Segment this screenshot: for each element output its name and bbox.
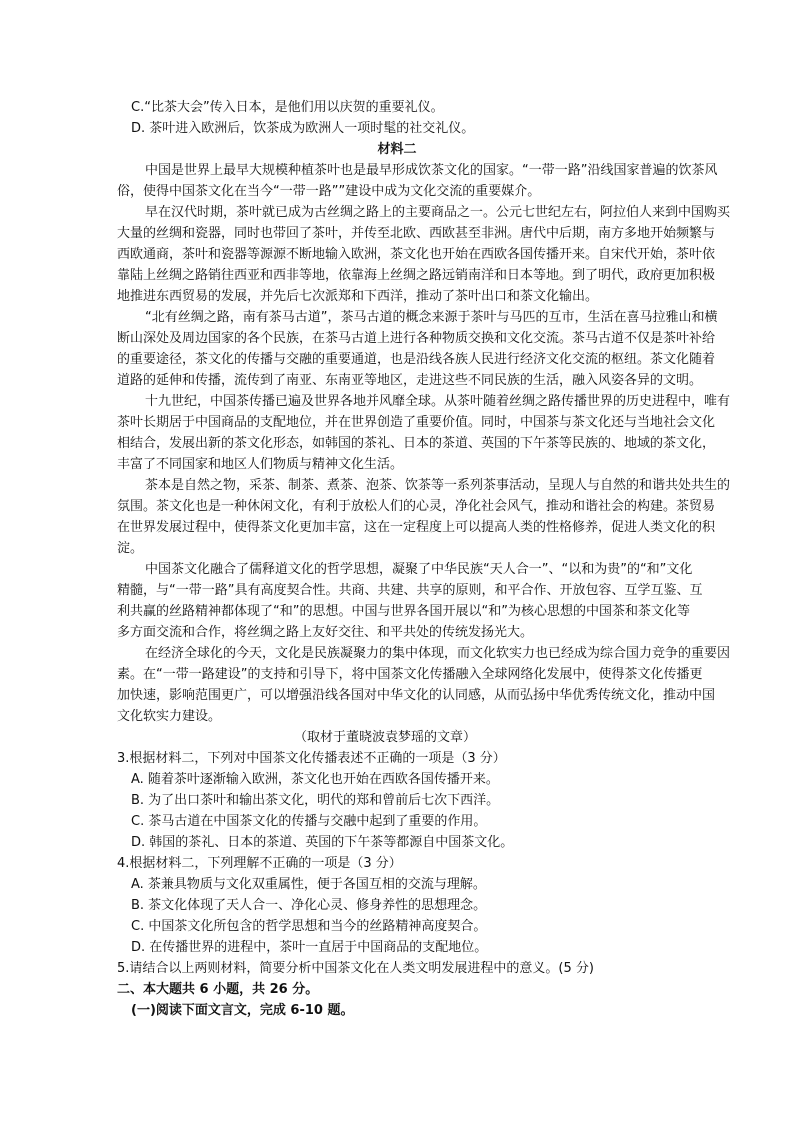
question-4-option-a: A. 茶兼具物质与文化双重属性，便于各国互相的交流与理解。: [131, 877, 486, 892]
paragraph-line: 靠陆上丝绸之路销往西亚和西非等地，依靠海上丝绸之路远销南洋和日本等地。到了明代，政府更加积极: [117, 268, 716, 283]
paragraph-line: 文化软实力建设。: [117, 709, 222, 724]
paragraph-line: 地推进东西贸易的发展，并先后七次派郑和下西洋，推动了茶叶出口和茶文化输出。: [117, 289, 599, 304]
paragraph-line: 氛围。茶文化也是一种休闲文化，有利于放松人们的心灵，净化社会风气，推动和谐社会的构建。茶贸易: [117, 499, 716, 514]
paragraph-line: 茶叶长期居于中国商品的支配地位，并在世界创造了重要价值。同时，中国茶与茶文化还与当地社会文化: [117, 415, 716, 430]
paragraph-line: “北有丝绸之路，南有茶马古道”，茶马古道的概念来源于茶叶与马匹的互市，生活在喜马拉雅山和横: [145, 310, 718, 325]
paragraph-line: 茶本是自然之物，采茶、制茶、煮茶、泡茶、饮茶等一系列茶事活动，呈现人与自然的和谐共处共生的: [145, 478, 731, 493]
paragraph-line: 在世界发展过程中，使得茶文化更加丰富，这在一定程度上可以提高人类的性格修养，促进人类文化的积: [117, 520, 716, 535]
question-4-option-b: B. 茶文化体现了天人合一、净化心灵、修身养性的思想理念。: [131, 898, 487, 913]
source-note: （取材于董晓波袁梦瑶的文章）: [293, 730, 476, 745]
paragraph-line: 加快速，影响范围更广，可以增强沿线各国对中华文化的认同感，从而弘扬中华优秀传统文化，推动中国: [117, 688, 716, 703]
paragraph-line: 丰富了不同国家和地区人们物质与精神文化生活。: [117, 457, 404, 472]
paragraph-line: 十九世纪，中国茶传播已遍及世界各地并风靡全球。从茶叶随着丝绸之路传播世界的历史进程中，唯有: [145, 394, 731, 409]
question-5-stem: 5.请结合以上两则材料，简要分析中国茶文化在人类文明发展进程中的意义。(5 分): [117, 961, 594, 976]
paragraph-line: 断山深处及周边国家的各个民族，在茶马古道上进行各种物质交换和文化交流。茶马古道不仅是茶叶补给: [117, 331, 716, 346]
paragraph-line: 淀。: [117, 541, 144, 556]
section-2-title: 二、本大题共 6 小题，共 26 分。: [117, 982, 319, 997]
question-4-option-d: D. 在传播世界的进程中，茶叶一直居于中国商品的支配地位。: [131, 940, 488, 955]
paragraph-line: 俗，使得中国茶文化在当今“一带一路””建设中成为文化交流的重要媒介。: [117, 184, 541, 199]
paragraph-line: 早在汉代时期，茶叶就已成为古丝绸之路上的主要商品之一。公元七世纪左右，阿拉伯人来到中国购买: [145, 205, 731, 220]
question-3-option-c: C. 茶马古道在中国茶文化的传播与交融中起到了重要的作用。: [131, 814, 487, 829]
paragraph-line: 精髓，与“一带一路”具有高度契合性。共商、共建、共享的原则，和平合作、开放包容、互学互鉴、互: [117, 583, 703, 598]
question-3-stem: 3.根据材料二，下列对中国茶文化传播表述不正确的一项是（3 分）: [117, 751, 506, 766]
paragraph-line: 的重要途径，茶文化的传播与交融的重要通道，也是沿线各族人民进行经济文化交流的枢纽。茶文化随着: [117, 352, 716, 367]
paragraph-line: 相结合，发展出新的茶文化形态，如韩国的茶礼、日本的茶道、英国的下午茶等民族的、地域的茶文化，: [117, 436, 716, 451]
section-2-subtitle: (一)阅读下面文言文，完成 6-10 题。: [131, 1003, 354, 1018]
option-d-prev: D. 茶叶进入欧洲后，饮茶成为欧洲人一项时髦的社交礼仪。: [131, 121, 475, 136]
question-3-option-a: A. 随着茶叶逐渐输入欧洲，茶文化也开始在西欧各国传播开来。: [131, 772, 499, 787]
paragraph-line: 大量的丝绸和瓷器，同时也带回了茶叶，并传至北欧、西欧甚至非洲。唐代中后期，南方多地开始频繁与: [117, 226, 716, 241]
question-3-option-b: B. 为了出口茶叶和输出茶文化，明代的郑和曾前后七次下西洋。: [131, 793, 500, 808]
paragraph-line: 多方面交流和合作，将丝绸之路上友好交往、和平共处的传统发扬光大。: [117, 625, 534, 640]
option-c-prev: C.“比茶大会”传入日本，是他们用以庆贺的重要礼仪。: [131, 100, 444, 115]
paragraph-line: 西欧通商，茶叶和瓷器等源源不断地输入欧洲，茶文化也开始在西欧各国传播开来。自宋代开始，茶叶依: [117, 247, 716, 262]
question-4-stem: 4.根据材料二，下列理解不正确的一项是（3 分）: [117, 856, 402, 871]
paragraph-line: 利共赢的丝路精神都体现了“和”的思想。中国与世界各国开展以“和”为核心思想的中国茶和茶文化等: [117, 604, 690, 619]
question-4-option-c: C. 中国茶文化所包含的哲学思想和当今的丝路精神高度契合。: [131, 919, 487, 934]
paragraph-line: 在经济全球化的今天，文化是民族凝聚力的集中体现，而文化软实力也已经成为综合国力竞争的重要因: [145, 646, 731, 661]
question-3-option-d: D. 韩国的茶礼、日本的茶道、英国的下午茶等都源自中国茶文化。: [131, 835, 514, 850]
paragraph-line: 素。在“一带一路建设”的支持和引导下，将中国茶文化传播融入全球网络化发展中，使得茶文化传播更: [117, 667, 703, 682]
paragraph-line: 道路的延伸和传播，流传到了南亚、东南亚等地区，走进这些不同民族的生活，融入风姿各异的文明。: [117, 373, 703, 388]
material-title: 材料二: [377, 142, 417, 157]
paragraph-line: 中国茶文化融合了儒释道文化的哲学思想，凝聚了中华民族“天人合一”、“以和为贵”的“和”文化: [145, 562, 693, 577]
paragraph-line: 中国是世界上最早大规模种植茶叶也是最早形成饮茶文化的国家。“一带一路”沿线国家普遍的饮茶风: [145, 163, 718, 178]
